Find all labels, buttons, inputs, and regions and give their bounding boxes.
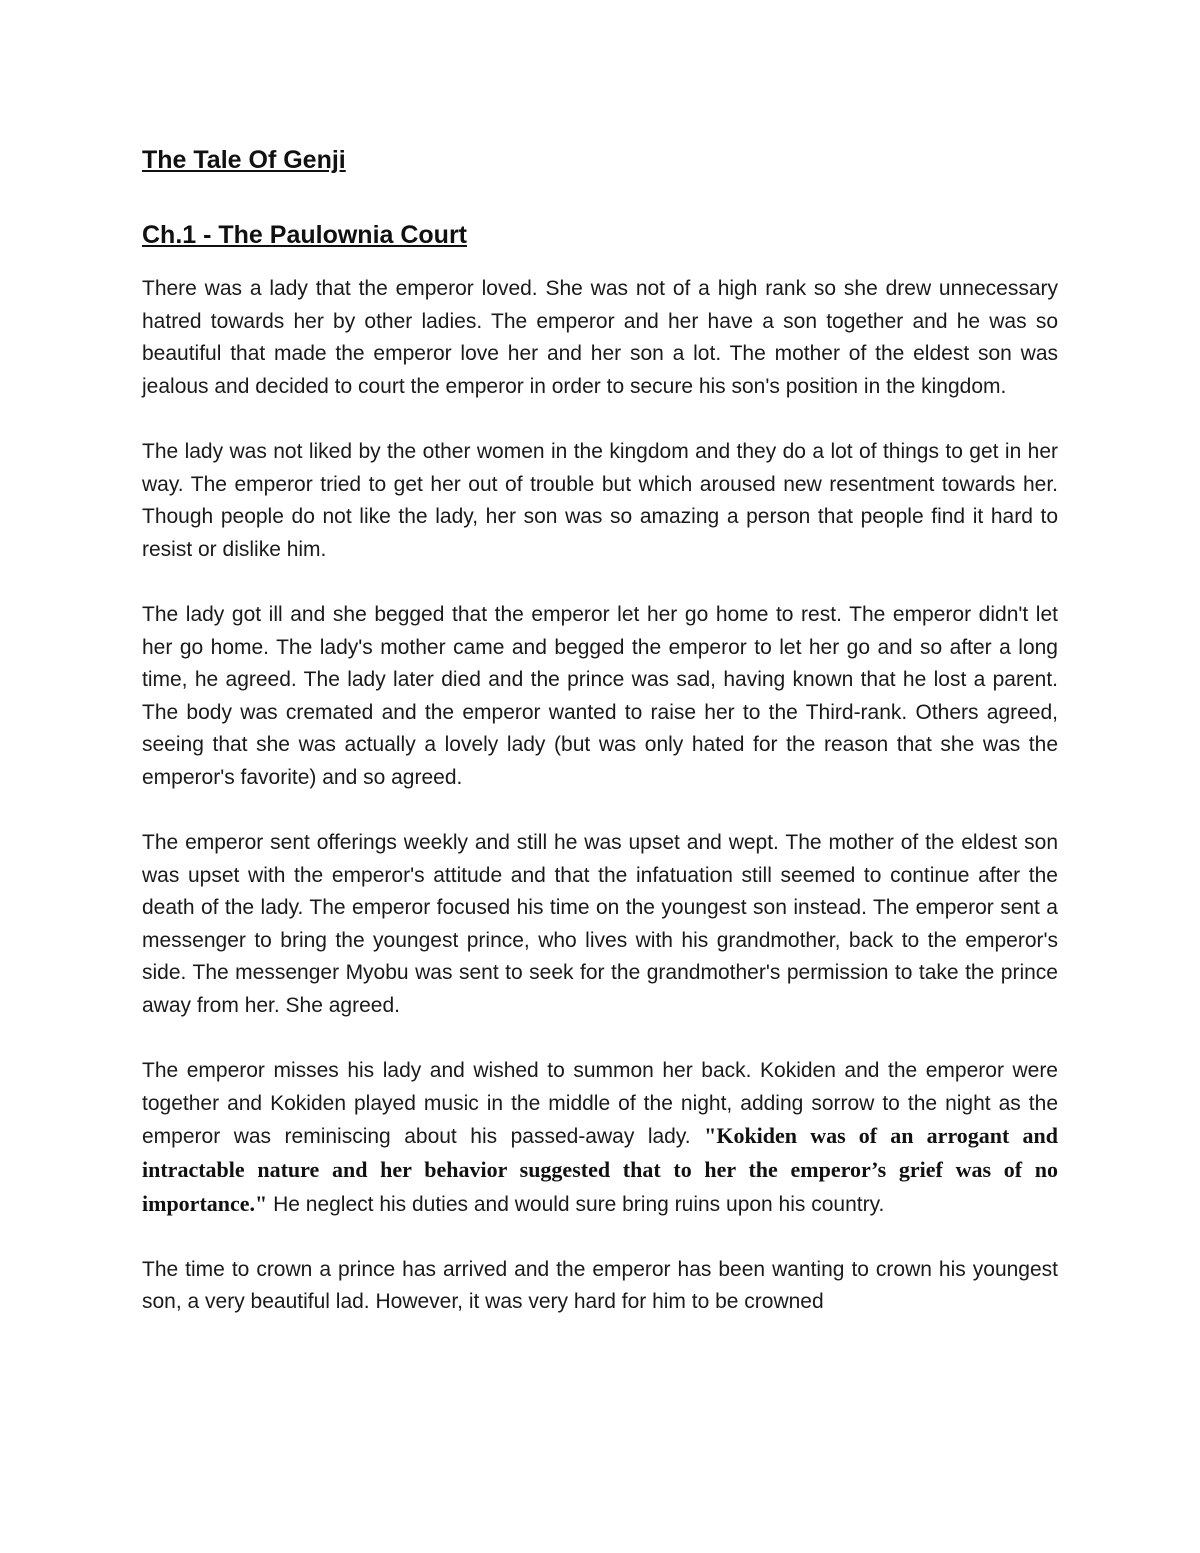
paragraph-5-text-after-quote: He neglect his duties and would sure bring ruins upon his country. xyxy=(267,1192,885,1216)
paragraph-2: The lady was not liked by the other women in the kingdom and they do a lot of things to get in her way. The emperor tried to get her out of trouble but which aroused new resentment towards her. Though people do not like the lady, her son was so amazing a person that people find it hard to resist or dislike him. xyxy=(142,439,1058,561)
document-body xyxy=(142,140,1058,1319)
paragraph-1: There was a lady that the emperor loved. She was not of a high rank so she drew unnecessary hatred towards her by other ladies. The emperor and her have a son together and he was so beautiful that made the emperor love her and her son a lot. The mother of the eldest son was jealous and decided to court the emperor in order to secure his son's position in the kingdom. xyxy=(142,277,1058,398)
kokiden-quote: "Kokiden was of an arrogant and intractable nature and her behavior suggested that to her the emperor’s grief was of no importance." xyxy=(142,1123,1058,1216)
chapter-title: Ch.1 - The Paulownia Court xyxy=(142,221,468,249)
paragraph-5 xyxy=(142,1055,1058,1221)
paragraph-5-text-before-quote: The emperor misses his lady and wished to summon her back. Kokiden and the emperor were together and Kokiden played music in the middle of the night, adding sorrow to the night as the emperor was reminiscing about his passed-away lady. xyxy=(142,1059,1058,1149)
paragraph-4: The emperor sent offerings weekly and still he was upset and wept. The mother of the eldest son was upset with the emperor's attitude and that the infatuation still seemed to continue after the death of the lady. The emperor focused his time on the youngest son instead. The emperor sent a messenger to bring the youngest prince, who lives with his grandmother, back to the emperor's side. The messenger Myobu was sent to seek for the grandmother's permission to take the prince away from her. She agreed. xyxy=(142,831,1058,1018)
document-title: The Tale Of Genji xyxy=(142,146,346,174)
paragraph-6: The time to crown a prince has arrived and the emperor has been wanting to crown his youngest son, a very beautiful lad. However, it was very hard for him to be crowned xyxy=(142,1257,1058,1314)
paragraph-3: The lady got ill and she begged that the emperor let her go home to rest. The emperor didn't let her go home. The lady's mother came and begged the emperor to let her go and so after a long time, he agreed. The lady later died and the prince was sad, having known that he lost a parent. The body was cremated and the emperor wanted to raise her to the Third-rank. Others agreed, seeing that she was actually a lovely lady (but was only hated for the reason that she was the emperor's favorite) and so agreed. xyxy=(142,602,1058,789)
